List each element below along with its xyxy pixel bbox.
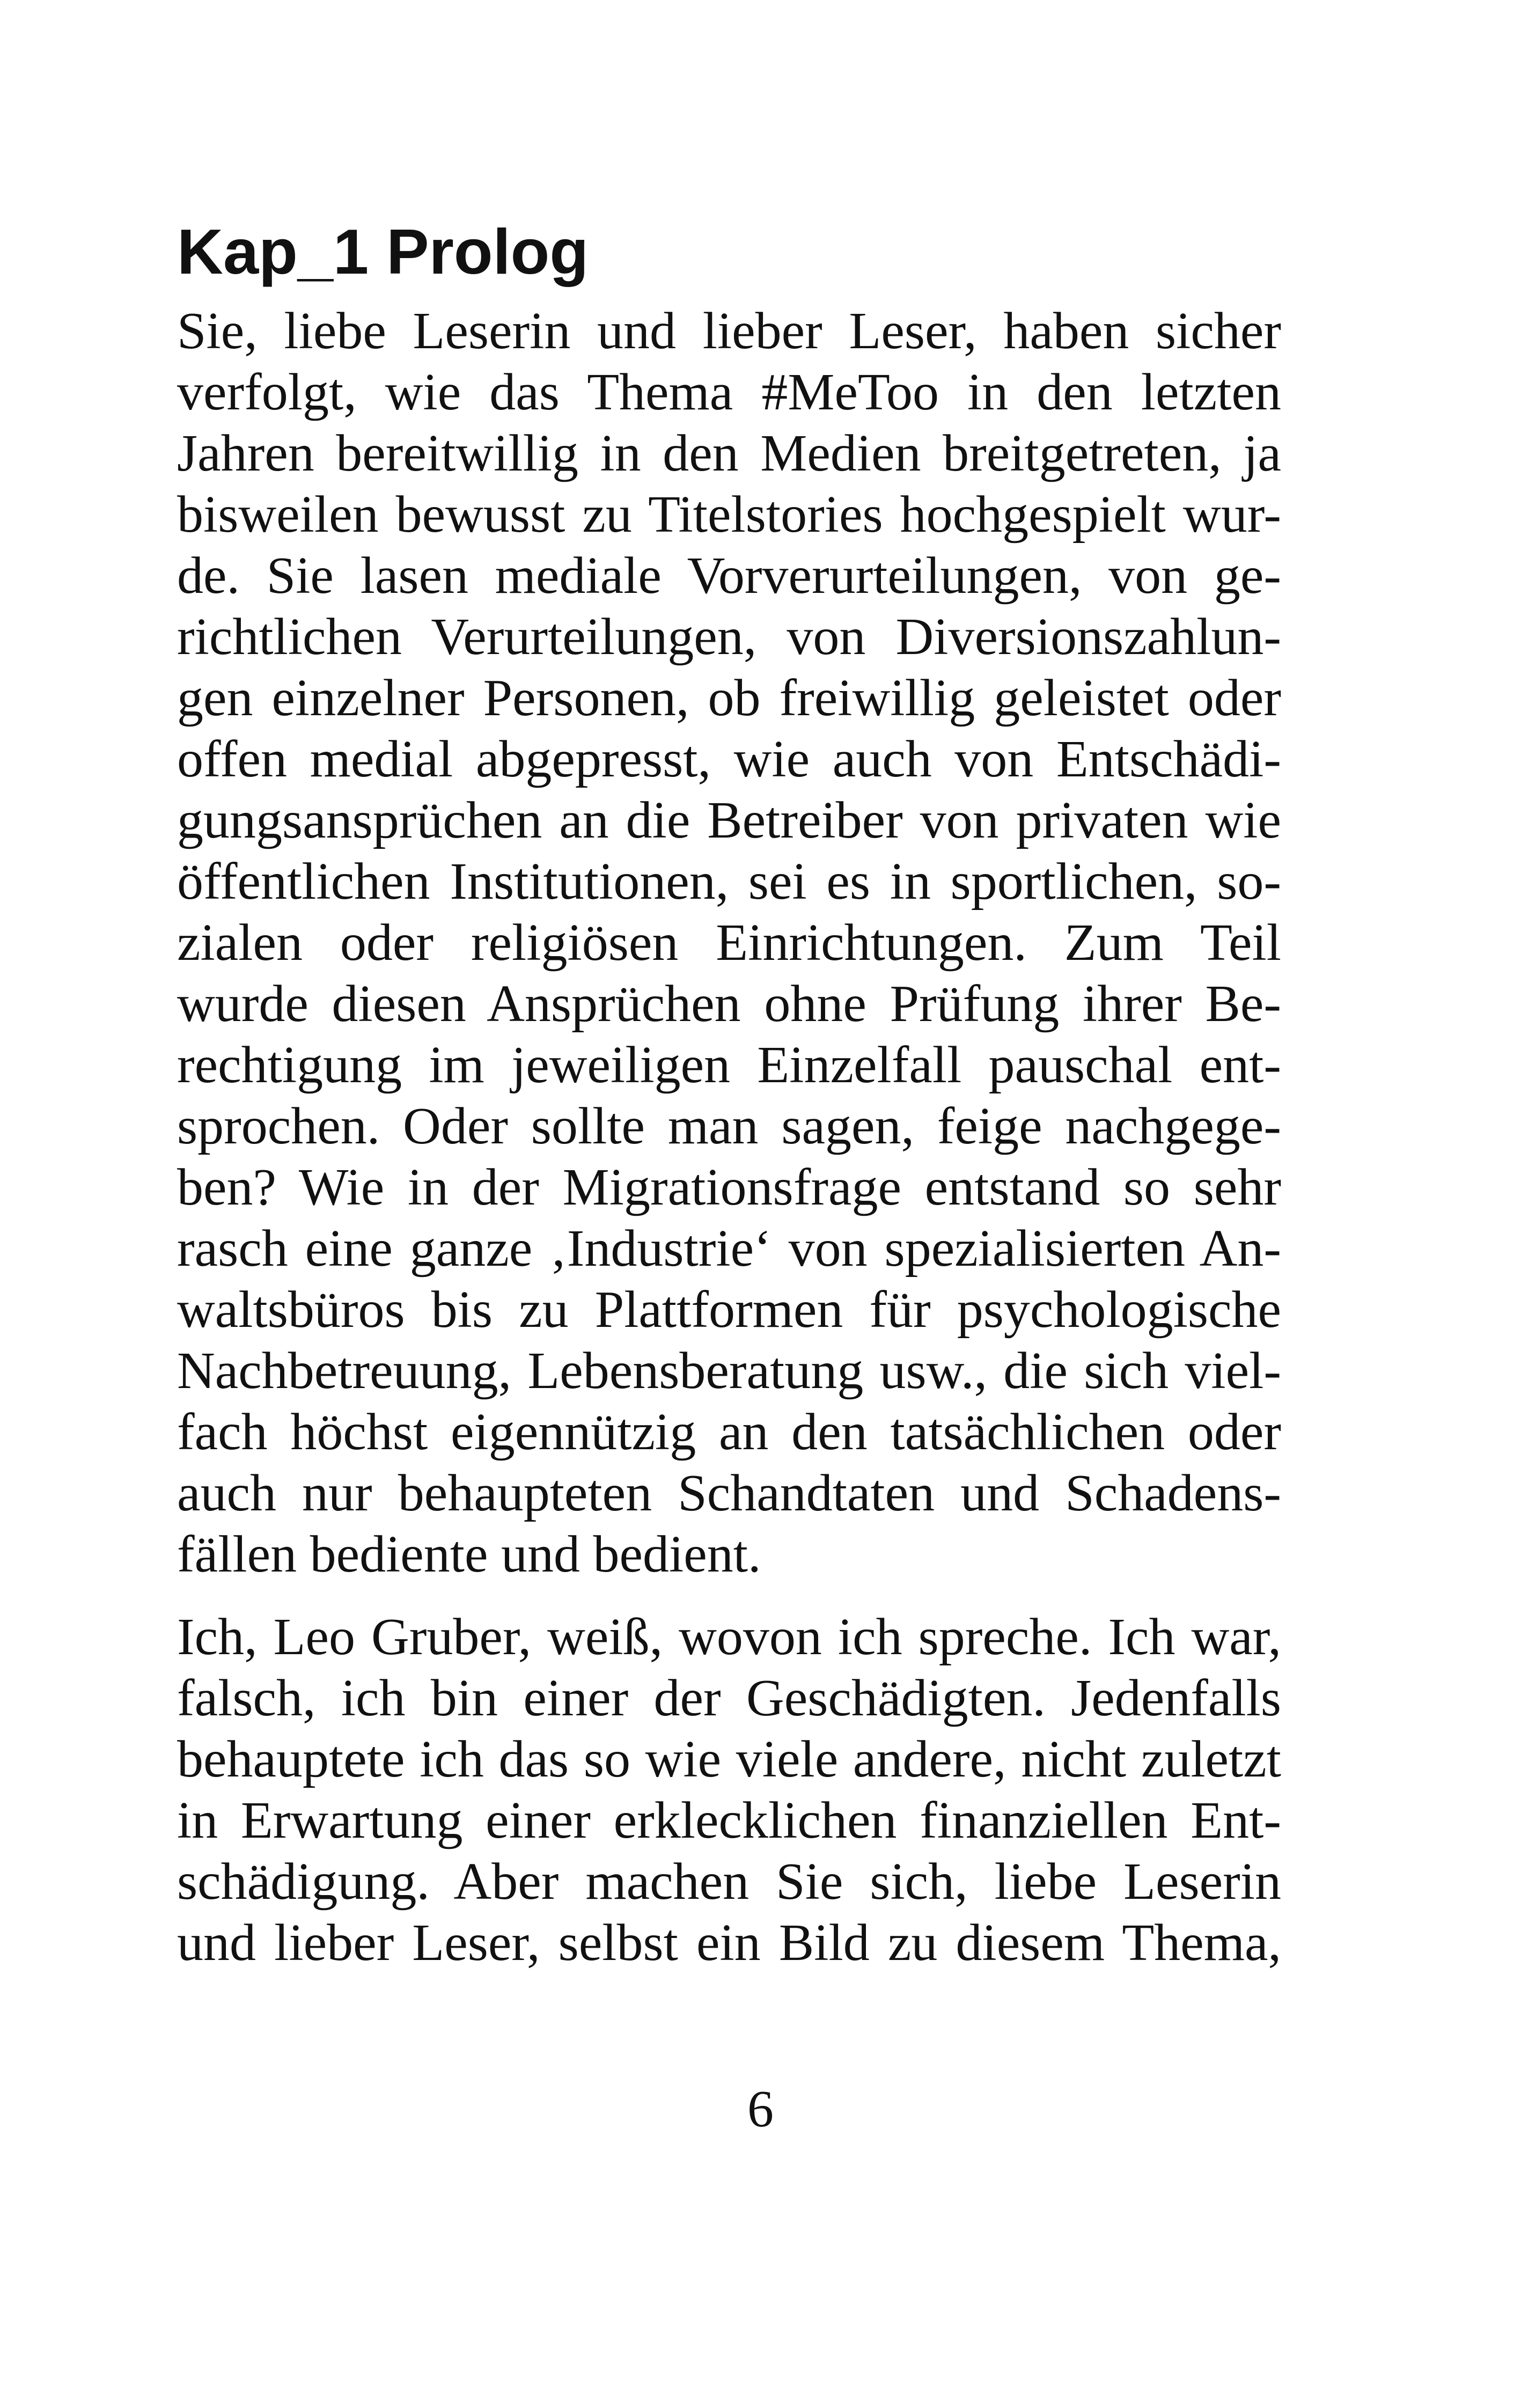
page-number: 6 xyxy=(747,2080,774,2138)
text-line: rechtigung im jeweiligen Einzelfall pauschal ent- xyxy=(177,1036,1281,1094)
chapter-title: Kap_1 Prolog xyxy=(177,216,589,288)
body-text xyxy=(177,300,1281,1973)
text-line: richtlichen Verurteilungen, von Diversionszahlun- xyxy=(177,608,1281,666)
text-line: Jahren bereitwillig in den Medien breitgetreten, ja xyxy=(177,424,1281,482)
text-line: bisweilen bewusst zu Titelstories hochgespielt wur- xyxy=(177,486,1281,544)
text-line: auch nur behaupteten Schandtaten und Schadens- xyxy=(177,1464,1281,1522)
text-line: rasch eine ganze ‚Industrie‘ von spezialisierten An- xyxy=(177,1220,1281,1278)
text-line: offen medial abgepresst, wie auch von Entschädi- xyxy=(177,730,1281,788)
text-line: wurde diesen Ansprüchen ohne Prüfung ihrer Be- xyxy=(177,975,1281,1033)
page-text-block xyxy=(177,215,1281,1973)
text-line: gen einzelner Personen, ob freiwillig geleistet oder xyxy=(177,669,1281,727)
text-line: Sie, liebe Leserin und lieber Leser, haben sicher xyxy=(177,302,1281,360)
paragraph xyxy=(177,300,1281,1585)
text-line: de. Sie lasen mediale Vorverurteilungen, von ge- xyxy=(177,547,1281,605)
text-line: und lieber Leser, selbst ein Bild zu diesem Thema, xyxy=(177,1914,1281,1972)
text-line: Nachbetreuung, Lebensberatung usw., die sich viel- xyxy=(177,1342,1281,1400)
text-line: waltsbüros bis zu Plattformen für psychologische xyxy=(177,1281,1281,1339)
text-line: falsch, ich bin einer der Geschädigten. Jedenfalls xyxy=(177,1669,1281,1727)
text-line: sprochen. Oder sollte man sagen, feige nachgege- xyxy=(177,1097,1281,1155)
text-line: behauptete ich das so wie viele andere, nicht zuletzt xyxy=(177,1730,1281,1788)
paragraph xyxy=(177,1606,1281,1973)
text-line: fällen bediente und bedient. xyxy=(177,1525,761,1583)
text-line: schädigung. Aber machen Sie sich, liebe Leserin xyxy=(177,1853,1281,1911)
text-line: öffentlichen Institutionen, sei es in sportlichen, so- xyxy=(177,853,1281,911)
text-line: in Erwartung einer erklecklichen finanziellen Ent- xyxy=(177,1792,1281,1849)
text-line: verfolgt, wie das Thema #MeToo in den letzten xyxy=(177,363,1281,421)
text-line: Ich, Leo Gruber, weiß, wovon ich spreche. Ich war, xyxy=(177,1608,1281,1666)
text-line: gungsansprüchen an die Betreiber von privaten wie xyxy=(177,791,1281,849)
text-line: fach höchst eigennützig an den tatsächlichen oder xyxy=(177,1403,1281,1461)
text-line: zialen oder religiösen Einrichtungen. Zum Teil xyxy=(177,914,1281,972)
text-line: ben? Wie in der Migrationsfrage entstand so sehr xyxy=(177,1158,1281,1216)
